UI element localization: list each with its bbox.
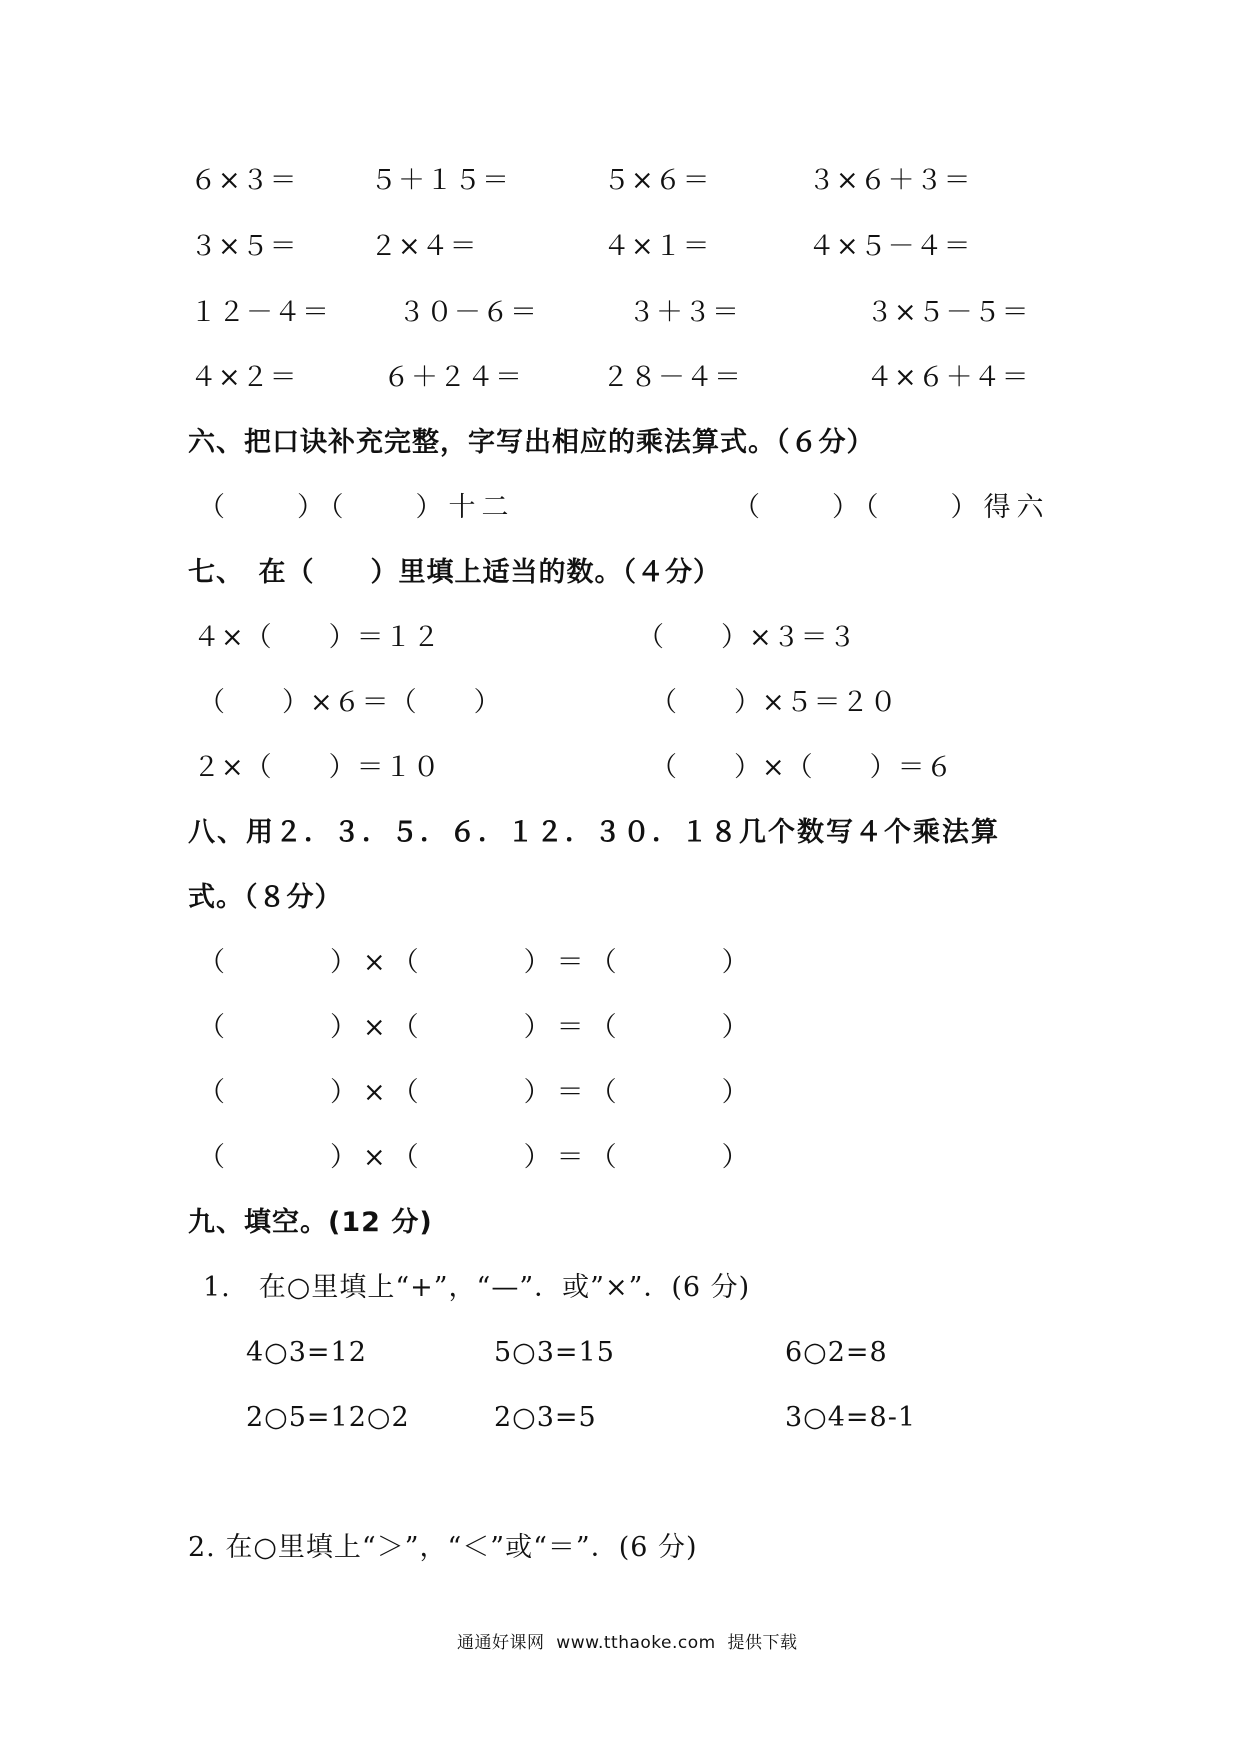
operator-item: 6○2=8 (785, 1337, 888, 1368)
calc-item: ６×３＝ (190, 165, 298, 196)
subquestion-2-title: 2. 在○里填上“＞”，“＜”或“＝”．(6 分) (188, 1532, 698, 1563)
calc-item: ４×２＝ (190, 362, 298, 393)
fill-blank-item: （ ）×３＝３ (637, 622, 857, 653)
rhyme-blank-item: （ ）（ ）十二 (198, 492, 515, 523)
calc-item: ３×６＋３＝ (808, 165, 972, 196)
multiplication-blank-row: （ ）×（ ）＝（ ） (198, 1077, 755, 1108)
calc-item: ３×５＝ (190, 231, 298, 262)
operator-item: 3○4=8-1 (785, 1402, 917, 1433)
section-9-title: 九、填空。(12 分) (188, 1207, 433, 1238)
calc-item: ６＋２４＝ (383, 362, 523, 393)
calc-item: ２×４＝ (370, 231, 478, 262)
calc-item: １２－４＝ (190, 297, 330, 328)
calc-item: ４×１＝ (603, 231, 711, 262)
subquestion-1-title: 1. 在○里填上“+”，“—”．或”×”．(6 分) (203, 1272, 751, 1303)
calc-item: ２８－４＝ (602, 362, 742, 393)
section-8-title: 八、用２．３．５．６．１２．３０．１８几个数写４个乘法算 (188, 817, 1000, 848)
fill-blank-item: （ ）×６＝（ ） (198, 687, 502, 718)
calc-item: ３×５－５＝ (866, 297, 1030, 328)
operator-item: 5○3=15 (494, 1337, 615, 1368)
section-6-title: 六、把口诀补充完整，字写出相应的乘法算式。（６分） (188, 427, 875, 458)
fill-blank-item: ２×（ ）＝１０ (193, 752, 441, 783)
calc-item: ５×６＝ (603, 165, 711, 196)
calc-item: ５＋１５＝ (370, 165, 510, 196)
multiplication-blank-row: （ ）×（ ）＝（ ） (198, 947, 755, 978)
operator-item: 2○5=12○2 (246, 1402, 410, 1433)
section-8-title-continued: 式。（８分） (188, 882, 343, 913)
multiplication-blank-row: （ ）×（ ）＝（ ） (198, 1012, 755, 1043)
calc-item: ４×５－４＝ (808, 231, 972, 262)
operator-item: 2○3=5 (494, 1402, 597, 1433)
calc-item: ３＋３＝ (628, 297, 740, 328)
section-7-title: 七、 在（ ）里填上适当的数。（４分） (188, 557, 721, 588)
fill-blank-item: （ ）×５＝２０ (650, 687, 898, 718)
footer-source: 通通好课网 www.tthaoke.com 提供下载 (457, 1633, 798, 1653)
fill-blank-item: ４×（ ）＝１２ (193, 622, 441, 653)
rhyme-blank-item: （ ）（ ）得六 (733, 492, 1050, 523)
calc-item: ４×６＋４＝ (866, 362, 1030, 393)
multiplication-blank-row: （ ）×（ ）＝（ ） (198, 1142, 755, 1173)
operator-item: 4○3=12 (246, 1337, 367, 1368)
calc-item: ３０－６＝ (398, 297, 538, 328)
fill-blank-item: （ ）×（ ）＝６ (650, 752, 954, 783)
